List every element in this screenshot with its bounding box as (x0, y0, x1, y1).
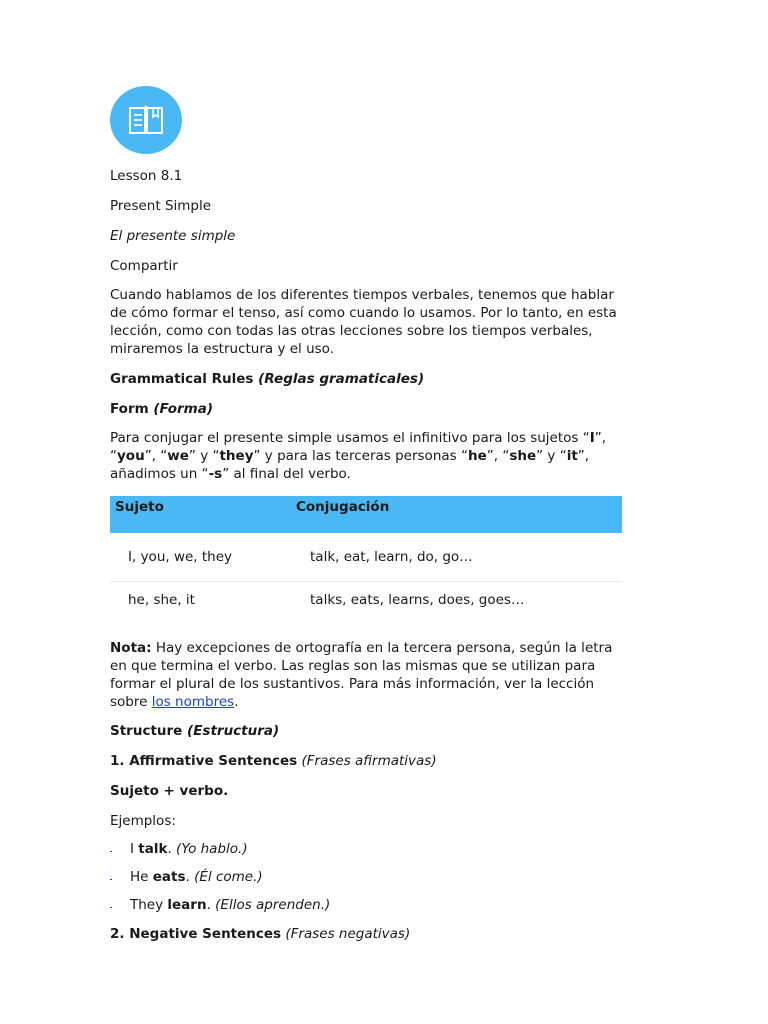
list-item: He eats. (Él come.) (110, 868, 630, 886)
open-book-icon (110, 86, 182, 154)
list-item: They learn. (Ellos aprenden.) (110, 896, 630, 914)
intro-paragraph: Cuando hablamos de los diferentes tiempos verbales, tenemos que hablar de cómo formar el tenso, así como cuando lo usamos. Por lo tanto, en esta lección, como con todas las otras lecciones sobre los tiempos verbales, miraremos la estructura y el uso. (110, 287, 617, 357)
lesson-content (110, 86, 630, 943)
page-subtitle: El presente simple (110, 228, 236, 244)
list-item: I talk. (Yo hablo.) (110, 840, 630, 858)
note-paragraph: Nota: Hay excepciones de ortografía en la tercera persona, según la letra en que termina el verbo. Las reglas son las mismas que se utilizan para formar el plural de los sustantivos. Para más información, ver la lección sobre los nombres. (110, 640, 613, 710)
table-cell: talks, eats, learns, does, goes… (310, 592, 525, 608)
bullet-marker (110, 868, 130, 886)
bullet-marker (110, 896, 130, 914)
negative-heading: 2. Negative Sentences (Frases negativas) (110, 926, 411, 942)
table-row (110, 582, 622, 628)
header-subject: Sujeto (115, 499, 164, 515)
form-heading: Form (Forma) (110, 401, 214, 417)
share-link[interactable]: Compartir (110, 258, 178, 274)
bullet-marker (110, 840, 130, 858)
page-title: Present Simple (110, 198, 212, 214)
affirmative-heading: 1. Affirmative Sentences (Frases afirmativas) (110, 753, 437, 769)
examples-label: Ejemplos: (110, 813, 176, 829)
conjugation-table (110, 496, 622, 628)
header-conjugation: Conjugación (296, 499, 390, 515)
form-paragraph: Para conjugar el presente simple usamos el infinitivo para los sujetos “I”, “you”, “we” y “they” y para las terceras personas “he”, “she” y “it”, añadimos un “-s” al final del verbo. (110, 430, 607, 482)
structure-heading: Structure (Estructura) (110, 723, 280, 739)
table-header (110, 496, 622, 533)
table-row (110, 533, 622, 582)
table-cell: talk, eat, learn, do, go… (310, 549, 473, 565)
grammar-heading: Grammatical Rules (Reglas gramaticales) (110, 371, 425, 387)
structure-formula: Sujeto + verbo. (110, 783, 229, 799)
table-cell: I, you, we, they (128, 549, 233, 565)
table-cell: he, she, it (128, 592, 195, 608)
nouns-lesson-link[interactable]: los nombres (151, 694, 235, 710)
lesson-number: Lesson 8.1 (110, 168, 183, 184)
